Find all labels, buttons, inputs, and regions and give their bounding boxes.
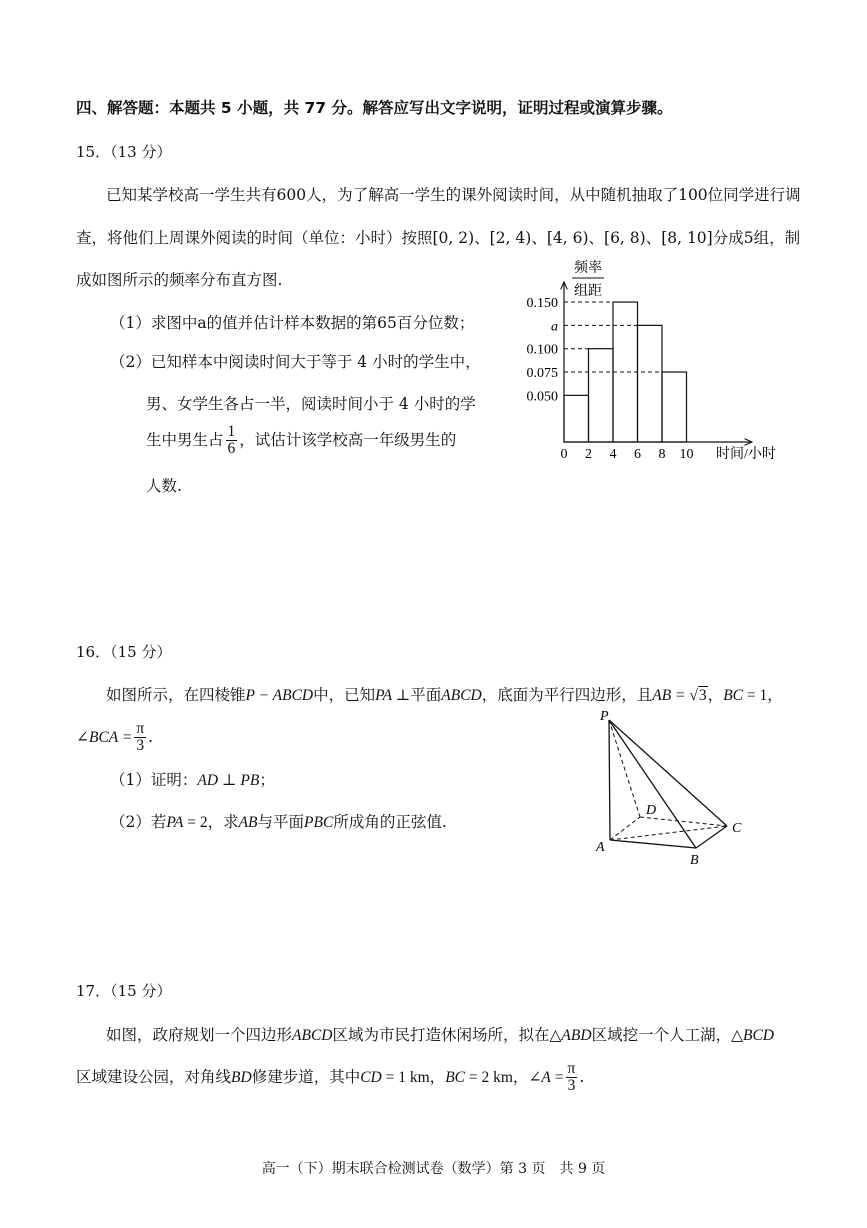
y-tick-label: 0.050 (526, 389, 558, 405)
label-b: B (690, 853, 699, 868)
label-p: P (600, 709, 609, 724)
q15-part2-line2: 男、女学生各占一半，阅读时间小于 4 小时的学 (146, 395, 476, 413)
q16-number: 16．（15 分） (76, 643, 172, 661)
y-tick-label: 0.075 (526, 366, 558, 382)
y-tick-label: 0.150 (526, 296, 558, 312)
q15-part2-line4: 人数. (146, 477, 182, 495)
histogram-bar (589, 349, 614, 442)
q16-part2-mid: 与平面 (257, 813, 305, 831)
q15-intro-line2: 查，将他们上周课外阅读的时间（单位：小时）按照[0, 2)、[2, 4)、[4, 6)、[6, 8)、[8, 10]分成5组，制 (76, 229, 801, 247)
fraction-denominator: 6 (227, 440, 236, 458)
q15-part2-line3b: ，试估计该学校高一年级男生的 (239, 430, 457, 449)
x-tick-label: 8 (658, 447, 666, 462)
x-tick-label: 6 (634, 447, 641, 462)
q17-expr-bcd: △BCD (731, 1027, 774, 1044)
q15-fraction (226, 424, 238, 458)
label-a: A (596, 840, 605, 855)
q16-angle-fraction (134, 721, 146, 755)
q15-intro-line3: 成如图所示的频率分布直方图. (76, 271, 283, 289)
q16-part2-expr-pbc: PBC (304, 814, 334, 831)
edge-dc-hidden (640, 817, 727, 826)
x-tick-label: 0 (560, 447, 568, 462)
frequency-histogram (510, 252, 790, 467)
q16-expr-bc-value: = 1， (743, 687, 783, 704)
edge-pc (609, 720, 727, 826)
q16-expr-pyramid: P − ABCD (245, 687, 314, 704)
histogram-bar (638, 325, 663, 442)
q16-intro-text-c: 平面 (410, 686, 442, 704)
q17-line2-text-a: 区域建设公园，对角线 (76, 1067, 232, 1086)
q16-sqrt-radicand: 3 (698, 687, 707, 704)
q16-part2-label: （2）若 (110, 813, 167, 831)
q16-angle-line (76, 721, 153, 755)
edge-pa (609, 720, 610, 840)
fraction-numerator: 1 (227, 423, 236, 440)
q17-line2-text-c: = 1 km， (381, 1068, 446, 1086)
q17-expr-abd: △ABD (549, 1027, 592, 1044)
q16-expr-plane: ABCD (441, 687, 482, 704)
section-header: 四、解答题：本题共 5 小题，共 77 分。解答应写出文字说明，证明过程或演算步骤。 (76, 99, 673, 117)
q17-line2-text-d: = 2 km， (465, 1068, 529, 1086)
page-footer: 高一（下）期末联合检测试卷（数学）第 3 页 共 9 页 (261, 1161, 606, 1177)
q15-number: 15．（13 分） (76, 143, 172, 161)
label-d: D (646, 803, 657, 818)
y-axis-label (572, 260, 604, 299)
pyramid-figure (590, 706, 760, 876)
q17-line2-text-b: 修建步道，其中 (251, 1067, 361, 1086)
histogram-bar (662, 372, 687, 442)
q17-expr-cd: CD (360, 1068, 382, 1086)
q16-part2-expr-pa: PA (166, 814, 184, 831)
q16-part2 (110, 810, 447, 832)
q16-expr-perp: PA ⊥ (375, 687, 411, 704)
q15-intro-line1: 已知某学校高一学生共有600人，为了解高一学生的课外阅读时间，从中随机抽取了100位同学进行调 (106, 186, 801, 204)
q16-sqrt (698, 687, 708, 705)
q17-line2-text-e: = (550, 1068, 564, 1086)
histogram-bar (564, 395, 589, 442)
edge-ad-hidden (610, 817, 640, 840)
q16-angle-lhs: ∠BCA = (76, 728, 133, 746)
q16-part2-end: 所成角的正弦值. (333, 813, 447, 831)
q17-number: 17．（15 分） (76, 982, 172, 1000)
q16-part2-eq: = 2，求 (183, 814, 239, 831)
x-tick-label: 10 (679, 447, 694, 462)
q16-expr-bc: BC (723, 687, 743, 704)
q17-line1-text-a: 如图，政府规划一个四边形 (106, 1026, 293, 1044)
y-tick-label: a (551, 319, 558, 335)
fraction-numerator: π (567, 1060, 576, 1077)
q16-part2-expr-ab: AB (238, 814, 258, 831)
q15-part2-line3a: 生中男生占 (146, 430, 224, 449)
q17-line1 (106, 1023, 774, 1045)
q15-part1: （1）求图中a的值并估计样本数据的第65百分位数； (110, 314, 475, 332)
q17-line1-text-b: 区域为市民打造休闲场所，拟在 (332, 1026, 550, 1044)
y-tick-label: 0.100 (526, 342, 558, 358)
q16-intro-text-d: ，底面为平行四边形，且 (481, 686, 653, 704)
q16-part1-label: （1）证明： (110, 771, 198, 789)
edge-pb (609, 720, 696, 848)
fraction-numerator: π (136, 720, 145, 737)
ylabel-top: 频率 (574, 261, 602, 276)
q15-part2-line3 (146, 424, 456, 458)
q17-angle-fraction (566, 1061, 578, 1095)
q16-expr-ab: AB = (652, 687, 686, 704)
q16-intro-text-b: 中，已知 (313, 686, 376, 704)
label-c: C (732, 821, 742, 836)
fraction-denominator: 3 (136, 737, 145, 755)
q17-expr-angle-a: ∠A (528, 1068, 551, 1086)
ylabel-bottom: 组距 (574, 284, 602, 299)
x-tick-label: 2 (585, 447, 592, 462)
q16-intro-text-a: 如图所示，在四棱锥 (106, 686, 246, 704)
q17-line1-text-c: 区域挖一个人工湖， (591, 1026, 732, 1044)
q17-line2-end: . (579, 1067, 585, 1086)
q16-part1-end: ； (259, 771, 275, 789)
q16-part1-expr: AD ⊥ PB (197, 772, 260, 789)
x-axis-label: 时间/小时 (716, 447, 776, 462)
x-tick-label: 4 (609, 447, 617, 462)
edge-ab (610, 840, 696, 848)
q16-part1 (110, 768, 275, 790)
q17-expr-abcd: ABCD (292, 1027, 333, 1044)
q16-intro-line: 如图所示，在四棱锥P − ABCD中，已知PA ⊥平面ABCD，底面为平行四边形，且AB = √3，BC = 1， (106, 686, 783, 704)
q16-angle-end: . (148, 727, 154, 746)
q17-line2 (76, 1061, 584, 1095)
q17-expr-bd: BD (231, 1068, 252, 1086)
fraction-denominator: 3 (567, 1077, 576, 1095)
q15-part2-line1: （2）已知样本中阅读时间大于等于 4 小时的学生中， (110, 353, 481, 371)
q16-intro-text-e: ， (707, 686, 724, 704)
q17-expr-bc: BC (445, 1068, 465, 1086)
